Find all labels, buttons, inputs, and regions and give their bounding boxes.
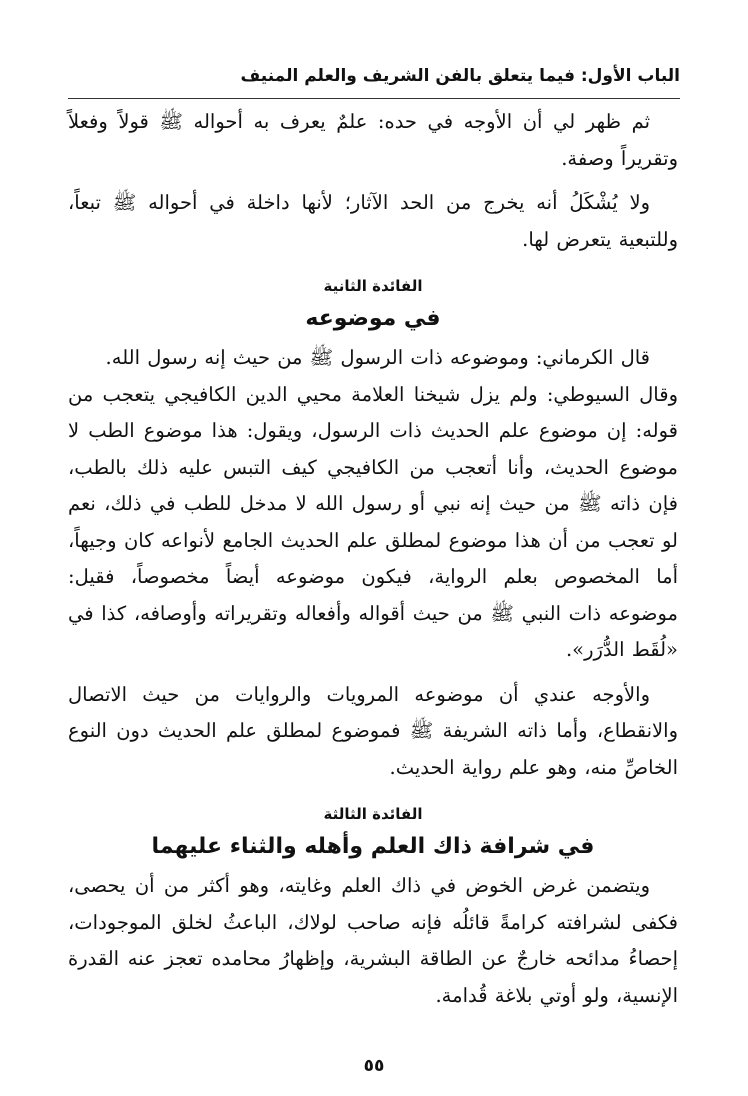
paragraph-author-view: والأوجه عندي أن موضوعه المرويات والروايات من حيث الاتصال والانقطاع، وأما ذاته الشريفة ﷺ فموضوع لمطلق علم الحديث دون النوع الخاصِّ منه، وهو علم رواية الحديث. [68, 682, 678, 779]
paragraph-honor: ويتضمن غرض الخوض في ذاك العلم وغايته، وهو أكثر من أن يحصى، فكفى لشرافته كرامةً قائلُه فإنه صاحب لولاك، الباعثُ لخلق الموجودات، إحصاءُ مدائحه خارجٌ عن الطاقة البشرية، وإظهارُ محامده تعجز عنه القدرة الإنسية، ولو أوتي بلاغة قُدامة. [68, 874, 678, 1007]
section-title-subject: في موضوعه [305, 306, 441, 331]
paragraph-kirmani: قال الكرماني: وموضوعه ذات الرسول ﷺ من حيث إنه رسول الله. [105, 346, 650, 369]
page-number: ٥٥ [363, 1056, 385, 1076]
section-number-third: الفائدة الثالثة [323, 805, 423, 823]
page-body [68, 104, 678, 1014]
paragraph-suyuti: وقال السيوطي: ولم يزل شيخنا العلامة محيي الدين الكافيجي يتعجب من قوله: إن موضوع علم الحديث ذات الرسول، ويقول: هذا موضوع الطب لا موضوع الحديث، وأنا أتعجب من الكافيجي كيف التبس عليه ذلك بالطب، فإن ذاته ﷺ من حيث إنه نبي أو رسول الله لا مدخل للطب في ذلك، نعم لو تعجب من أن هذا موضوع لمطلق علم الحديث الجامع لأنواعه كان وجيهاً، أما المخصوص بعلم الرواية، فيكون موضوعه أيضاً مخصوصاً، فقيل: موضوعه ذات النبي ﷺ من حيث أقواله وأفعاله وتقريراته وأوصافه، كذا في «لُقَط الدُّرَر». [68, 382, 678, 661]
paragraph-athar: ولا يُشْكَلُ أنه يخرج من الحد الآثار؛ لأنها داخلة في أحواله ﷺ تبعاً، وللتبعية يتعرض لها. [68, 191, 678, 251]
running-header: الباب الأول: فيما يتعلق بالفن الشريف والعلم المنيف [68, 62, 680, 99]
paragraph-definition: ثم ظهر لي أن الأوجه في حده: علمٌ يعرف به أحواله ﷺ قولاً وفعلاً وتقريراً وصفة. [68, 110, 678, 170]
section-number-second: الفائدة الثانية [323, 277, 423, 295]
section-title-honor: في شرافة ذاك العلم وأهله والثناء عليهما [151, 834, 595, 859]
